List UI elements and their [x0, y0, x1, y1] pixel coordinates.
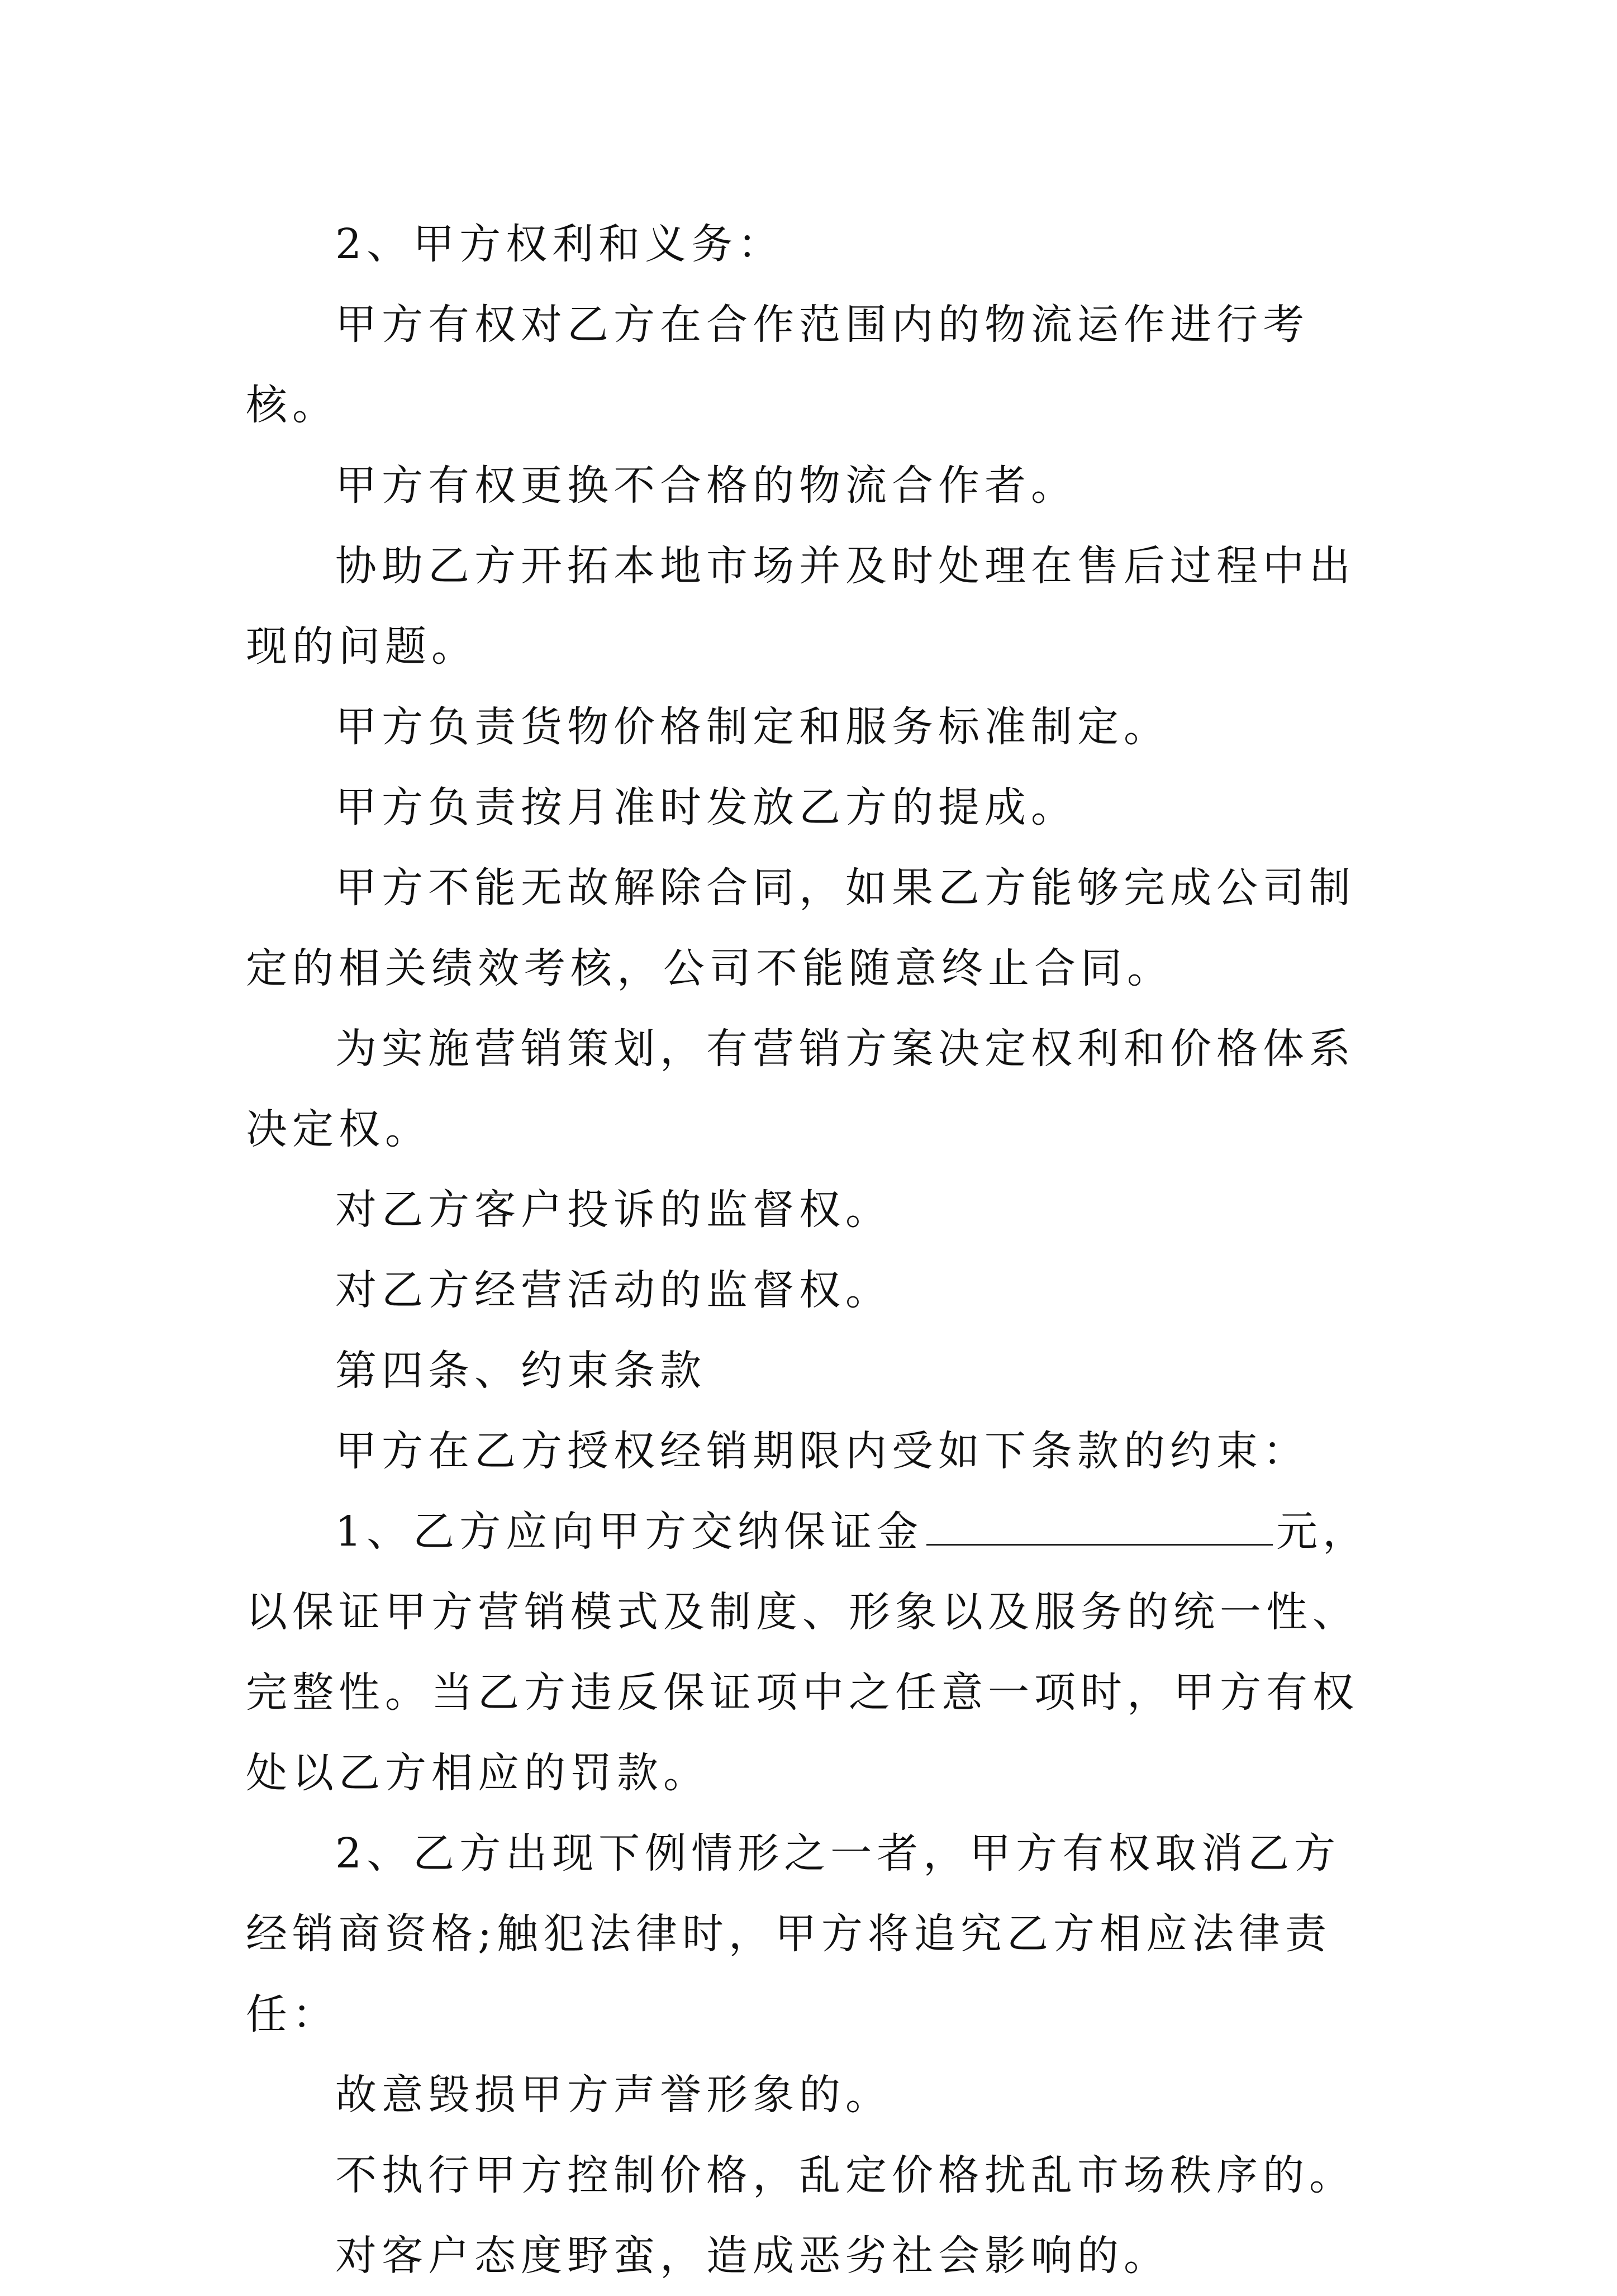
paragraph-monthly-commission: 甲方负责按月准时发放乙方的提成。 — [335, 783, 1077, 831]
section-heading-constraints: 第四条、约束条款 — [335, 1347, 706, 1395]
paragraph-rights-obligations-heading: 2、甲方权利和义务： — [335, 220, 784, 268]
paragraph-pricing-standards: 甲方负责货物价格制定和服务标准制定。 — [335, 703, 1170, 751]
paragraph-disqualification: 2、乙方出现下例情形之一者，甲方有权取消乙方经销商资格;触犯法律时，甲方将追究乙方相应法律责任： — [246, 1829, 1341, 2038]
deposit-amount-blank — [926, 1508, 1273, 1546]
deposit-clause-start: 1、乙方应向甲方交纳保证金 — [335, 1508, 924, 1556]
paragraph-constraints-intro: 甲方在乙方授权经销期限内受如下条款的约束： — [335, 1427, 1309, 1475]
paragraph-contract-termination: 甲方不能无故解除合同，如果乙方能够完成公司制定的相关绩效考核，公司不能随意终止合同。 — [246, 864, 1356, 992]
deposit-clause-end: 元，以保证甲方营销模式及制度、形象以及服务的统一性、完整性。当乙方违反保证项中之任意一项时，甲方有权处以乙方相应的罚款。 — [246, 1508, 1369, 1797]
paragraph-deposit-clause — [246, 1491, 1380, 1813]
paragraph-customer-attitude: 对客户态度野蛮，造成恶劣社会影响的。 — [335, 2232, 1170, 2280]
document-body — [246, 204, 1380, 2296]
paragraph-assist-market: 协助乙方开拓本地市场并及时处理在售后过程中出现的问题。 — [246, 542, 1356, 671]
paragraph-price-disorder: 不执行甲方控制价格，乱定价格扰乱市场秩序的。 — [335, 2151, 1356, 2199]
paragraph-reputation-damage: 故意毁损甲方声誉形象的。 — [335, 2071, 892, 2119]
paragraph-replace-partner: 甲方有权更换不合格的物流合作者。 — [335, 462, 1077, 510]
paragraph-assessment-right: 甲方有权对乙方在合作范围内的物流运作进行考核。 — [246, 301, 1309, 429]
paragraph-operation-supervision: 对乙方经营活动的监督权。 — [335, 1266, 892, 1314]
paragraph-marketing-decision: 为实施营销策划，有营销方案决定权利和价格体系决定权。 — [246, 1025, 1356, 1153]
paragraph-complaint-supervision: 对乙方客户投诉的监督权。 — [335, 1186, 892, 1234]
